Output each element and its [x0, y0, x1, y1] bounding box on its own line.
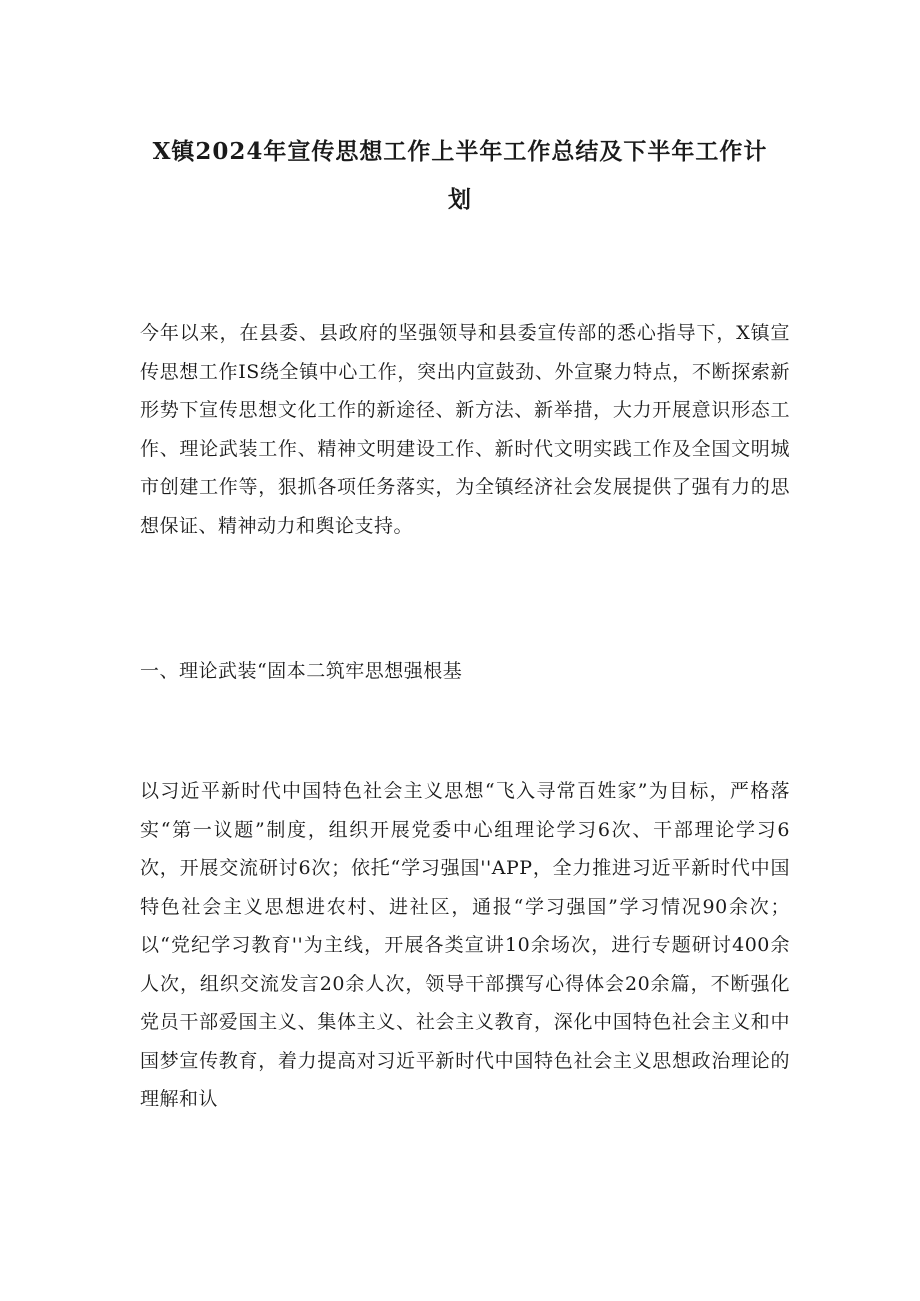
section-paragraph: 以习近平新时代中国特色社会主义思想“飞入寻常百姓家”为目标，严格落实“第一议题”制度，组织开展党委中心组理论学习6次、干部理论学习6次，开展交流研讨6次；依托“学习强国''APP，全力推进习近平新时代中国特色社会主义思想进农村、进社区，通报“学习强国”学习情况90余次；以“党纪学习教育''为主线，开展各类宣讲10余场次，进行专题研讨400余人次，组织交流发言20余人次，领导干部撰写心得体会20余篇，不断强化党员干部爱国主义、集体主义、社会主义教育，深化中国特色社会主义和中国梦宣传教育，着力提高对习近平新时代中国特色社会主义思想政治理论的理解和认 [140, 780, 790, 1110]
section-heading: 一、理论武装“固本二筑牢思想强根基 [140, 660, 463, 682]
title-line-1: X镇2024年宣传思想工作上半年工作总结及下半年工作计 [152, 138, 768, 165]
intro-paragraph: 今年以来，在县委、县政府的坚强领导和县委宣传部的悉心指导下，X镇宣传思想工作IS绕全镇中心工作，突出内宣鼓劲、外宣聚力特点，不断探索新形势下宣传思想文化工作的新途径、新方法、新举措，大力开展意识形态工作、理论武装工作、精神文明建设工作、新时代文明实践工作及全国文明城市创建工作等，狠抓各项任务落实，为全镇经济社会发展提供了强有力的思想保证、精神动力和舆论支持。 [140, 322, 790, 537]
document-title [100, 128, 820, 224]
title-line-2: 划 [448, 186, 472, 213]
